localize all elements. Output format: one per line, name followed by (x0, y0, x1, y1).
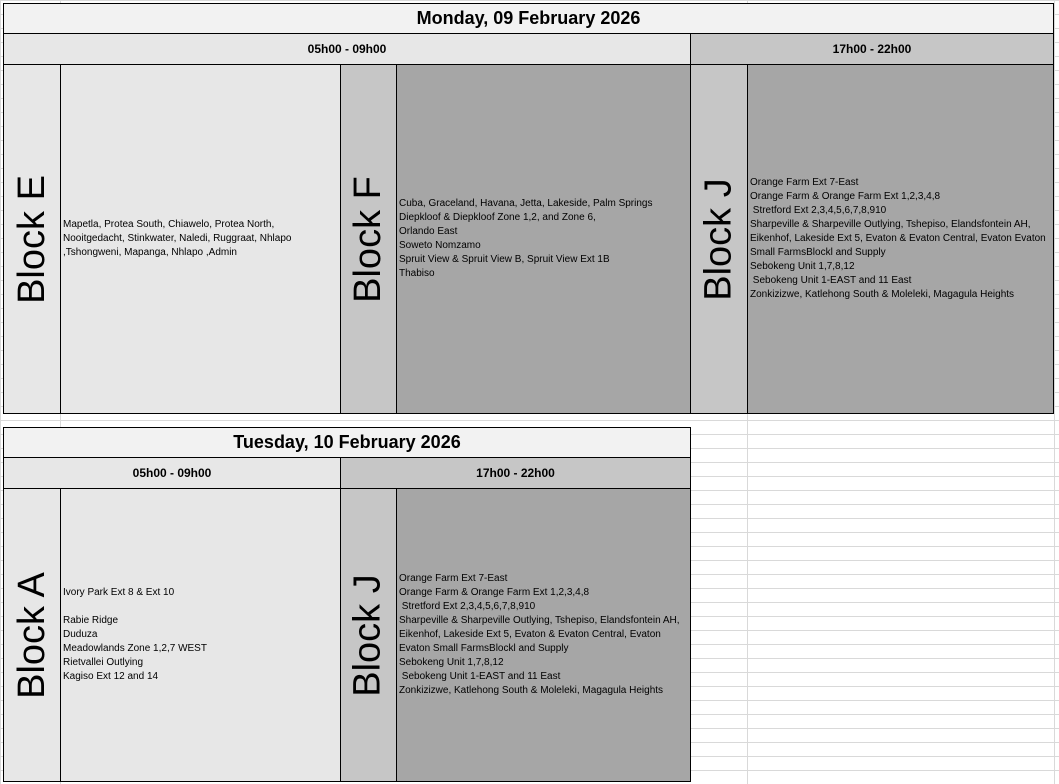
day1-block-j-areas: Orange Farm Ext 7-East Orange Farm & Orange Farm Ext 1,2,3,4,8 Stretford Ext 2,3,4,5,6,7,8,910 Sharpeville & Sharpeville Outlying, Tshepiso, Elandsfontein AH, Eikenhof, Lakeside Ext 5, Evaton & Evaton Central, Evaton Evaton Small FarmsBlockl and Supply Sebokeng Unit 1,7,8,12 Sebokeng Unit 1-EAST and 11 East Zonkizizwe, Katlehong South & Moleleki, Magagula Heights (750, 177, 1046, 300)
day1-block-e-label: Block E (10, 174, 53, 304)
day2-slot-evening-label: 17h00 - 22h00 (476, 466, 555, 480)
day1-block-f-label: Block F (347, 175, 390, 303)
day1-block-e-label-cell (3, 64, 61, 414)
day1-slot-evening-label: 17h00 - 22h00 (832, 42, 912, 56)
day2-block-a-areas: Ivory Park Ext 8 & Ext 10 Rabie Ridge Duduza Meadowlands Zone 1,2,7 WEST Rietvallei Outlying Kagiso Ext 12 and 14 (63, 587, 207, 682)
day2-block-j-label-cell (340, 488, 397, 782)
day2-block-a-label: Block A (10, 571, 53, 699)
day1-block-e-areas-cell (60, 64, 341, 414)
day1-date: Monday, 09 February 2026 (416, 8, 641, 28)
day2-block-j-areas: Orange Farm Ext 7-East Orange Farm & Orange Farm Ext 1,2,3,4,8 Stretford Ext 2,3,4,5,6,7,8,910 Sharpeville & Sharpeville Outlying, Tshepiso, Elandsfontein AH, Eikenhof, Lakeside Ext 5, Evaton & Evaton Central, Evaton Evaton Small FarmsBlockl and Supply Sebokeng Unit 1,7,8,12 Sebokeng Unit 1-EAST and 11 East Zonkizizwe, Katlehong South & Moleleki, Magagula Heights (399, 573, 680, 696)
day2-block-j-areas-cell (396, 488, 691, 782)
day1-slot-morning (3, 33, 691, 65)
day1-slot-evening (690, 33, 1054, 65)
day1-block-f-areas-cell (396, 64, 691, 414)
day1-block-j-label-cell (690, 64, 748, 414)
day2-slot-evening (340, 457, 691, 489)
day2-slot-morning (3, 457, 341, 489)
day1-block-j-label: Block J (697, 177, 740, 301)
day1-block-f-areas: Cuba, Graceland, Havana, Jetta, Lakeside, Palm Springs Diepkloof & Diepkloof Zone 1,2, and Zone 6, Orlando East Soweto Nomzamo Spruit View & Spruit View B, Spruit View Ext 1B Thabiso (399, 198, 653, 279)
day2-block-j-label: Block J (347, 573, 390, 697)
day1-block-e-areas: Mapetla, Protea South, Chiawelo, Protea North, Nooitgedacht, Stinkwater, Naledi, Ruggraat, Nhlapo ,Tshongweni, Mapanga, Nhlapo ,Admin (63, 219, 292, 258)
day1-block-f-label-cell (340, 64, 397, 414)
day1-block-j-areas-cell (747, 64, 1054, 414)
day2-block-a-label-cell (3, 488, 61, 782)
day2-block-a-areas-cell (60, 488, 341, 782)
day2-date: Tuesday, 10 February 2026 (233, 432, 461, 452)
day1-slot-morning-label: 05h00 - 09h00 (307, 42, 387, 56)
day1-date-header (3, 3, 1054, 34)
day2-date-header (3, 427, 691, 458)
day2-slot-morning-label: 05h00 - 09h00 (132, 466, 212, 480)
